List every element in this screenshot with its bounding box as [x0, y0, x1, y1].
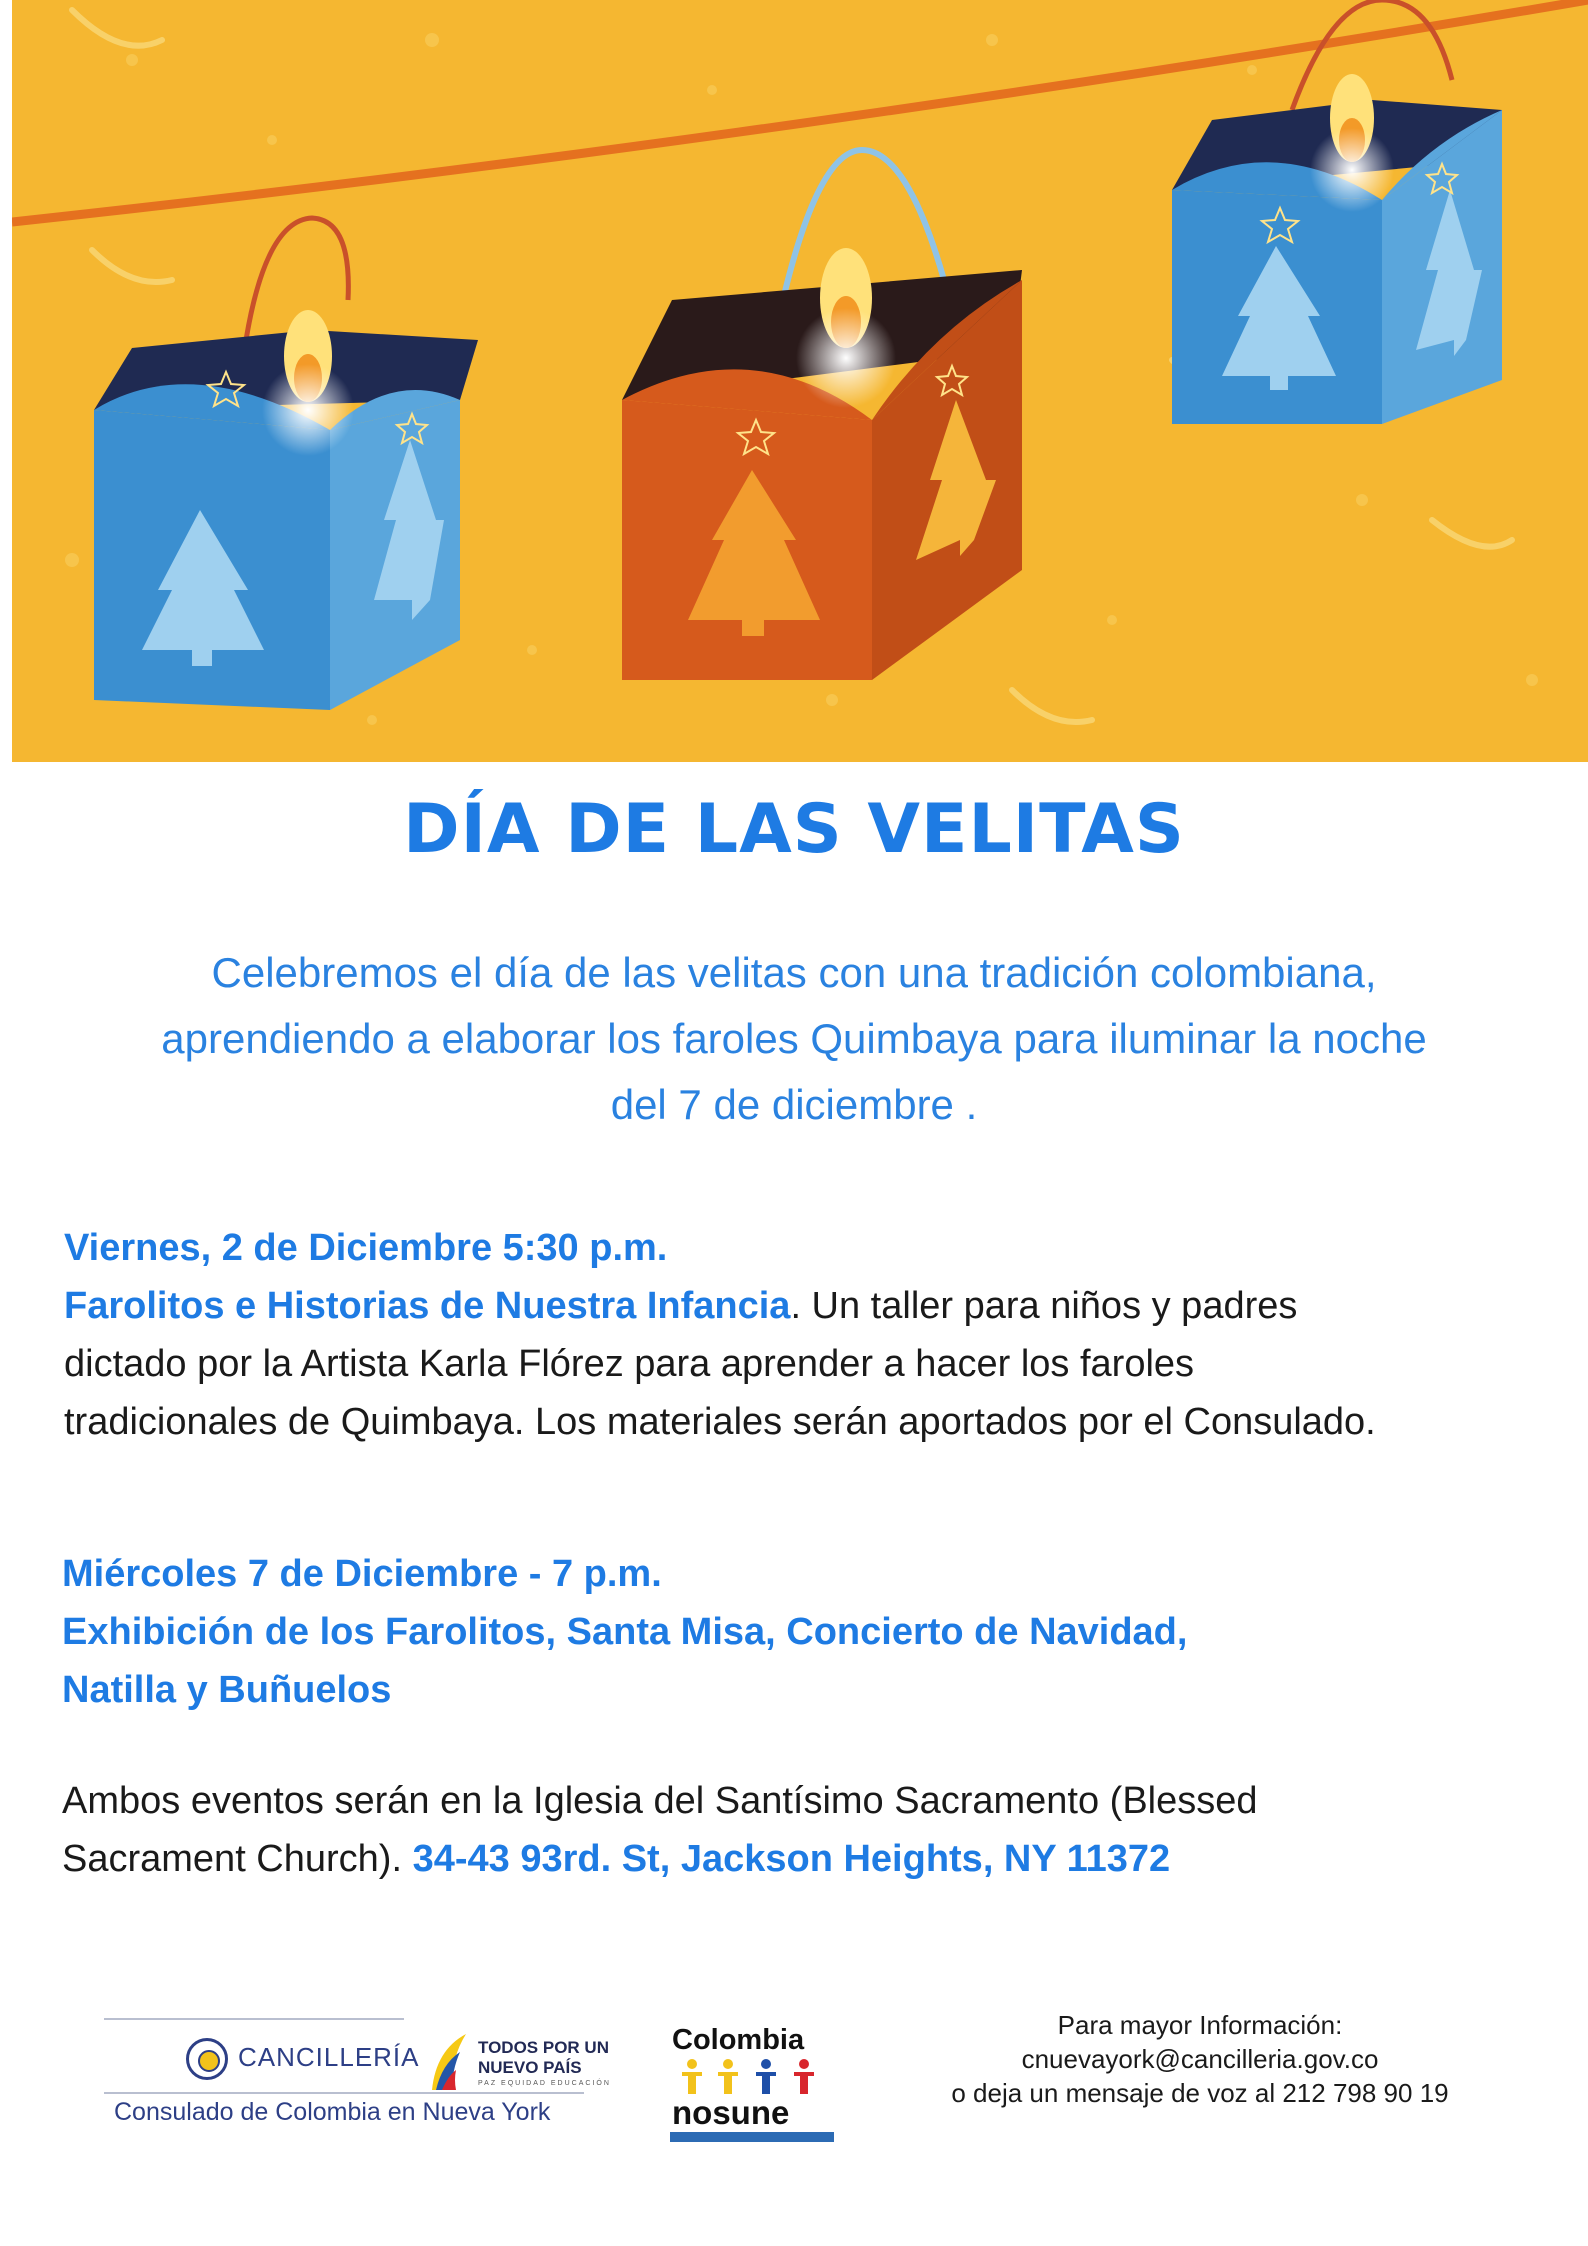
hero-illustration [12, 0, 1588, 762]
intro-line: aprendiendo a elaborar los faroles Quimbaya para iluminar la noche [161, 1015, 1427, 1062]
colombia-text: Colombia [672, 2024, 805, 2056]
contact-info [880, 2008, 1520, 2110]
tpn-line: NUEVO PAÍS [478, 2058, 582, 2077]
nosune-text: nosune [672, 2094, 790, 2131]
cancilleria-logo [104, 2012, 611, 2126]
consulado-text: Consulado de Colombia en Nueva York [114, 2098, 551, 2126]
event-name: Natilla y Buñuelos [62, 1669, 392, 1711]
venue-info [62, 1772, 1542, 1888]
tpn-line: TODOS POR UN [478, 2038, 609, 2057]
contact-heading: Para mayor Información: [1057, 2010, 1343, 2040]
venue-address: 34-43 93rd. St, Jackson Heights, NY 11372 [412, 1838, 1171, 1880]
contact-phone: o deja un mensaje de voz al 212 798 90 19 [951, 2078, 1449, 2108]
venue-text: Sacrament Church). [62, 1838, 413, 1880]
intro-text [40, 940, 1548, 1138]
lanterns-illustration [12, 0, 1588, 762]
cancilleria-text: CANCILLERÍA [238, 2042, 420, 2072]
tpn-tagline: PAZ EQUIDAD EDUCACIÓN [478, 2080, 611, 2087]
contact-email[interactable]: cnuevayork@cancilleria.gov.co [1021, 2044, 1379, 2074]
people-icon [678, 2058, 828, 2096]
event-description: dictado por la Artista Karla Flórez para aprender a hacer los faroles [64, 1343, 1195, 1385]
event-date: Viernes, 2 de Diciembre 5:30 p.m. [64, 1227, 668, 1269]
colombia-nos-une-logo [670, 2024, 834, 2142]
todos-por-un-nuevo-pais-logo [426, 2030, 611, 2096]
event-name: Exhibición de los Farolitos, Santa Misa, Concierto de Navidad, [62, 1611, 1188, 1653]
colombia-flag-icon [426, 2030, 476, 2096]
divider [104, 2092, 584, 2094]
intro-line: del 7 de diciembre . [610, 1081, 978, 1128]
page-title: DÍA DE LAS VELITAS [403, 790, 1185, 869]
event-date: Miércoles 7 de Diciembre - 7 p.m. [62, 1553, 662, 1595]
logo-bar [670, 2132, 834, 2142]
event-friday [64, 1219, 1534, 1451]
event-description: . Un taller para niños y padres [790, 1285, 1298, 1327]
intro-line: Celebremos el día de las velitas con una tradición colombiana, [211, 949, 1377, 996]
venue-text: Ambos eventos serán en la Iglesia del Santísimo Sacramento (Blessed [62, 1780, 1258, 1822]
event-description: tradicionales de Quimbaya. Los materiales serán aportados por el Consulado. [64, 1401, 1376, 1443]
event-name: Farolitos e Historias de Nuestra Infancia [64, 1285, 791, 1327]
event-wednesday [62, 1545, 1532, 1719]
coat-of-arms-icon [186, 2038, 228, 2080]
divider [104, 2018, 404, 2020]
